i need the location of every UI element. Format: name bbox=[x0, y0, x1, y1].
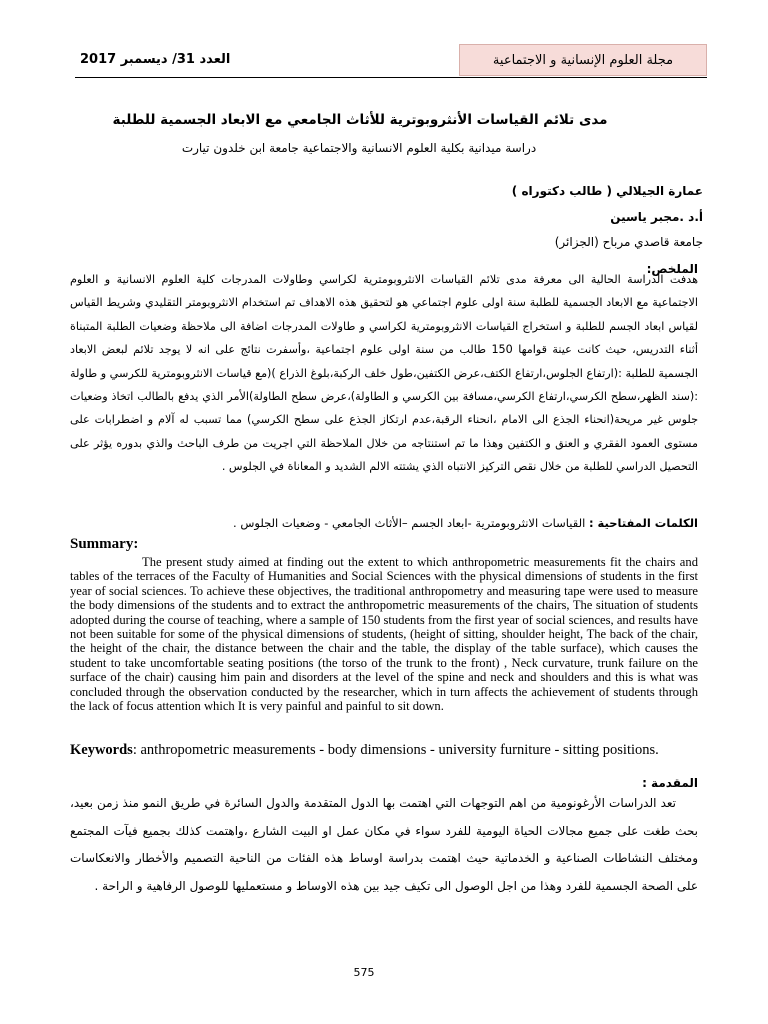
introduction-text: تعد الدراسات الأرغونومية من اهم التوجهات التي اهتمت بها الدول المتقدمة والدول السائرة في طريق النمو منذ زمن بعيد، بحث طغت على جميع مجالات الحياة اليومية للفرد سواء في مكان عمل او البيت الشارع ،واهتمت كذلك بجميع فيآت المجتمع ومختلف النشاطات الصناعية و الخدماتية حيث اهتمت بدراسة اوساط هذه الفئات من الناحية التصميم والأخطار والانعكاسات على الصحة الجسمية للفرد وهذا من اجل الوصول الى تكيف جيد بين هذه الاوساط و مستعمليها للوصول الرفاهية و الراحة . bbox=[70, 796, 698, 893]
keywords-en-label: Keywords bbox=[70, 742, 133, 758]
article-title: مدى تلائم القياسات الأنثروبوترية للأثاث الجامعي مع الابعاد الجسمية للطلبة bbox=[112, 112, 608, 128]
page-number: 575 bbox=[353, 966, 375, 979]
issue-label: العدد 31/ ديسمبر 2017 bbox=[80, 52, 231, 67]
journal-name: مجلة العلوم الإنسانية و الاجتماعية bbox=[492, 52, 674, 68]
abstract-ar-body: هدفت الدراسة الحالية الى معرفة مدى تلائم القياسات الانثروبومترية لكراسي وطاولات المدرجات كلية العلوم الانسانية و العلوم الاجتماعية مع الابعاد الجسمية للطلبة سنة اولى علوم اجتماعي هو لتحقيق هذه الاهداف تم استخدام الانثروبومتر التقليدي وشريط القياس لقياس ابعاد الجسم للطلبة و استخراج القياسات الانثروبومترية لكراسي و طاولات المدرجات اضافة الى ملاحظة وضعيات الطلبة المتبناة أثناء التدريس، حيث كانت عينة قوامها 150 طالب من سنة اولى علوم اجتماعية ،وأسفرت نتائج على انه لا يوجد تلائم لبعض الابعاد الجسمية للطلبة :(ارتفاع الجلوس،ارتفاع الكتف،عرض الكتفين،طول خلف الركبة،بلوغ الذراع )(مع قياسات الانثروبومترية للكرسي و طاولة :(سند الظهر،سطح الكرسي،ارتفاع الكرسي،مسافة بين الكرسي و الطاولة)،عرض سطح الطاولة)الأمر الذي يدفع بالطالب اتخاذ وضعيات جلوس غير مريحة(انحناء الجذع الى الامام ،انحناء الرقبة،عدم ارتكاز الجذع على سطح الكرسي) مما تسبب له آلام و اضطرابات على مستوى العمود الفقري و العنق و الكتفين وهذا ما تم استنتاجه من خلال الملاحظة التي اجريت من طرف الباحث والذي بدوره يؤثر على التحصيل الدراسي للطلبة من خلال نقص التركيز الانتباه الذي يشتته الالم الشديد و المعاناة في الجلوس . bbox=[70, 273, 698, 474]
introduction-label: المقدمة : bbox=[642, 776, 698, 790]
summary-en-text: The present study aimed at finding out the extent to which anthropometric measurements fit the chairs and tables of the terraces of the Faculty of Humanities and Social Sciences with the physical dimensions of students in the first year of social sciences. To achieve these objectives, the traditional anthropometry and measuring tape were used to measure the body dimensions of the students and to extract the anthropometric measurements of the chairs, The situation of students adopted during the course of teaching, where a sample of 150 students from the first year of social sciences, and results have not been suitable for some of the physical dimensions of students, (height of sitting, shoulder height, The back of the chair, the height of the chair, the distance between the chair and the table, the display of the table surface), which causes the student to take uncomfortable seating positions (the torso of the trunk to the front) , Neck curvature, trunk failure on the surface of the chair) causing him pain and disorders at the level of the spine and neck and shoulders and this is what was concluded through the observation conducted by the researcher, which in turn affects the achievement of students through the lack of focus attention which It is very painful and painful to sit down. bbox=[70, 555, 698, 714]
abstract-ar-text bbox=[70, 268, 698, 479]
author-affiliation: جامعة قاصدي مرباح (الجزائر) bbox=[554, 235, 703, 249]
header-divider bbox=[75, 77, 707, 78]
keywords-ar-text: القياسات الانثروبومترية -ابعاد الجسم –الأثاث الجامعي - وضعيات الجلوس . bbox=[233, 516, 586, 530]
article-subtitle: دراسة ميدانية بكلية العلوم الانسانية والاجتماعية جامعة ابن خلدون تيارت bbox=[181, 141, 537, 155]
abstract-ar-label: الملخص: bbox=[646, 262, 698, 276]
author-secondary: أ.د .مجبر ياسين bbox=[610, 210, 703, 224]
keywords-en-text: : anthropometric measurements - body dimensions - university furniture - sitting positions. bbox=[132, 742, 659, 758]
summary-en-label: Summary: bbox=[70, 536, 139, 552]
journal-name-box bbox=[459, 44, 707, 76]
keywords-ar-label: الكلمات المفتاحية : bbox=[588, 516, 698, 530]
author-primary: عمارة الجيلالي ( طالب دكتوراه ) bbox=[511, 184, 703, 198]
keywords-ar bbox=[70, 516, 698, 530]
keywords-en bbox=[70, 742, 710, 759]
page-header bbox=[75, 44, 707, 78]
